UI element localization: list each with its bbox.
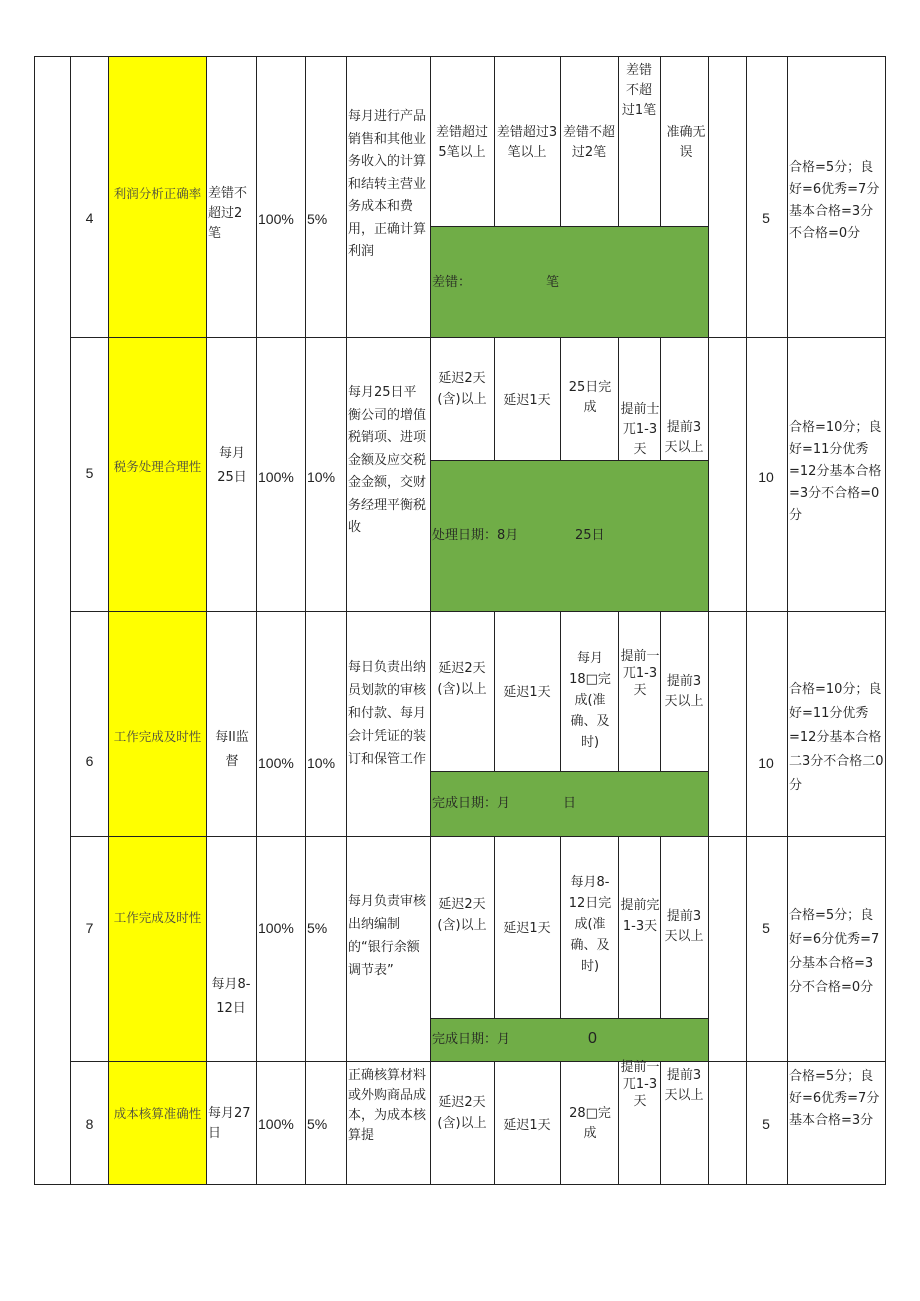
level-col-border: [560, 611, 561, 772]
level-col-border: [660, 1061, 661, 1185]
indicator-description: 正确核算材料或外购商品成本，为成本核算提: [348, 1068, 427, 1143]
level-3: 25日完成: [568, 380, 612, 415]
table-bottom-border: [34, 1184, 886, 1185]
level-2: 延迟1天: [503, 1118, 551, 1133]
target-value: 100%: [258, 211, 294, 227]
level-divider: [430, 1018, 709, 1019]
row-number: 8: [85, 1116, 94, 1132]
level-2: 延迟1天: [503, 393, 551, 408]
level-col-border: [618, 611, 619, 772]
col-border: [256, 56, 257, 1185]
level-4: 提前一兀1-3天: [620, 649, 660, 698]
col-border: [708, 56, 709, 1185]
indicator-description: 每日负责出纳员划款的审核和付款、每月会计凭证的装订和保管工作: [348, 660, 427, 767]
level-2: 差错超过3笔以上: [496, 125, 558, 160]
level-col-border: [494, 836, 495, 1019]
level-3: 28□完成: [569, 1106, 611, 1141]
level-col-border: [618, 836, 619, 1019]
col-border: [305, 56, 306, 1185]
actual-label: 差错：: [432, 275, 472, 290]
row-divider: [70, 1061, 886, 1062]
row-divider: [70, 836, 886, 837]
level-3: 每月8-12日完成(准确、及时): [568, 875, 612, 974]
target-value: 100%: [258, 755, 294, 771]
level-4: 提前完1-3天: [620, 898, 660, 934]
weight-value: 5%: [307, 211, 328, 227]
level-col-border: [560, 1061, 561, 1185]
indicator-name: 工作完成及时性: [113, 910, 202, 925]
indicator-standard: 每月25日: [217, 446, 247, 485]
col-border: [346, 56, 347, 1185]
level-3: 每月18□完成(准确、及时): [569, 651, 611, 750]
indicator-standard: 每Il监督: [215, 730, 249, 769]
indicator-name: 利润分析正确率: [113, 186, 202, 201]
scoring-rule: 合格=10分；良好=11分优秀=12分基本合格二3分不合格二0分: [789, 682, 884, 793]
level-4: 提前一兀1-3天: [620, 1060, 660, 1109]
row-number: 7: [85, 920, 94, 936]
level-divider: [430, 226, 709, 227]
indicator-name: 工作完成及时性: [113, 729, 202, 744]
col-border: [206, 56, 207, 1185]
row-number: 4: [85, 210, 94, 226]
actual-unit: 0: [588, 1030, 597, 1047]
level-col-border: [560, 337, 561, 461]
actual-label: 完成日期：月: [432, 796, 511, 811]
level-3: 差错不超过2笔: [562, 125, 615, 160]
target-value: 100%: [258, 469, 294, 485]
row-divider: [70, 611, 886, 612]
scoring-rule: 合格=5分；良好=6优秀=7分基本合格=3分不合格=0分: [789, 160, 880, 241]
col-border: [787, 56, 788, 1185]
scoring-rule: 合格=10分；良好=11分优秀=12分基本合格=3分不合格=0分: [789, 420, 882, 523]
weight-value: 5%: [307, 920, 328, 936]
target-value: 100%: [258, 1116, 294, 1132]
indicator-standard: 每月8-12日: [211, 977, 251, 1016]
level-1: 延迟2天(含)以上: [437, 371, 487, 407]
level-col-border: [660, 56, 661, 227]
level-1: 延迟2天(含)以上: [437, 1095, 487, 1131]
level-divider: [430, 771, 709, 772]
level-5: 准确无误: [666, 125, 706, 160]
level-2: 延迟1天: [503, 685, 551, 700]
col-border: [34, 56, 35, 1185]
col-border: [108, 56, 109, 1185]
score-value: 5: [762, 1116, 770, 1132]
level-col-border: [660, 337, 661, 461]
level-col-border: [494, 56, 495, 227]
level-col-border: [560, 836, 561, 1019]
level-5: 提前3天以上: [664, 674, 704, 709]
col-border: [885, 56, 886, 1185]
level-col-border: [494, 611, 495, 772]
actual-unit: 25日: [575, 528, 605, 543]
scoring-rule: 合格=5分；良好=6分优秀=7分基本合格=3分不合格=0分: [789, 908, 880, 995]
level-col-border: [618, 337, 619, 461]
level-col-border: [618, 56, 619, 227]
weight-value: 10%: [307, 469, 336, 485]
weight-value: 10%: [307, 755, 336, 771]
indicator-name: 成本核算准确性: [113, 1106, 202, 1121]
target-value: 100%: [258, 920, 294, 936]
row6-name-highlight: [109, 612, 206, 836]
row4-actual-cell: [430, 227, 708, 337]
indicator-name: 税务处理合理性: [113, 459, 202, 474]
actual-unit: 笔: [546, 275, 560, 290]
row-number: 5: [85, 465, 94, 481]
level-1: 延迟2天(含)以上: [437, 661, 487, 697]
level-col-border: [660, 611, 661, 772]
indicator-standard: 差错不超过2笔: [208, 186, 248, 241]
level-col-border: [618, 1061, 619, 1185]
table-top-border: [34, 56, 886, 57]
level-5: 提前3天以上: [664, 909, 704, 944]
level-1: 延迟2天(含)以上: [437, 897, 487, 933]
indicator-description: 每月负责审核出纳编制的“银行余额调节表”: [348, 894, 427, 978]
level-col-border: [660, 836, 661, 1019]
level-1: 差错超过5笔以上: [435, 125, 488, 160]
level-5: 提前3天以上: [664, 1068, 704, 1103]
level-4: 提前士兀1-3天: [620, 402, 660, 457]
level-5: 提前3天以上: [664, 420, 704, 455]
row-divider: [70, 337, 886, 338]
indicator-description: 每月进行产品销售和其他业务收入的计算和结转主营业务成本和费用，正确计算利润: [348, 109, 427, 259]
actual-label: 处理日期：8月: [432, 528, 519, 543]
score-value: 5: [762, 920, 770, 936]
level-col-border: [494, 1061, 495, 1185]
level-2: 延迟1天: [503, 921, 551, 936]
indicator-description: 每月25日平衡公司的增值税销项、进项金额及应交税金金额，交财务经理平衡税收: [348, 385, 427, 535]
level-col-border: [494, 337, 495, 461]
weight-value: 5%: [307, 1116, 328, 1132]
indicator-standard: 每月27日: [208, 1106, 251, 1141]
col-border: [430, 56, 431, 1185]
level-divider: [430, 460, 709, 461]
row7-name-highlight: [109, 837, 206, 1061]
score-value: 10: [758, 755, 774, 771]
level-4: 差错不超过1笔: [621, 63, 657, 118]
scoring-rule: 合格=5分；良好=6优秀=7分基本合格=3分: [789, 1069, 880, 1128]
score-value: 5: [762, 210, 770, 226]
actual-unit: 日: [563, 796, 577, 811]
score-value: 10: [758, 469, 774, 485]
actual-label: 完成日期：月: [432, 1032, 511, 1047]
row-number: 6: [85, 753, 94, 769]
